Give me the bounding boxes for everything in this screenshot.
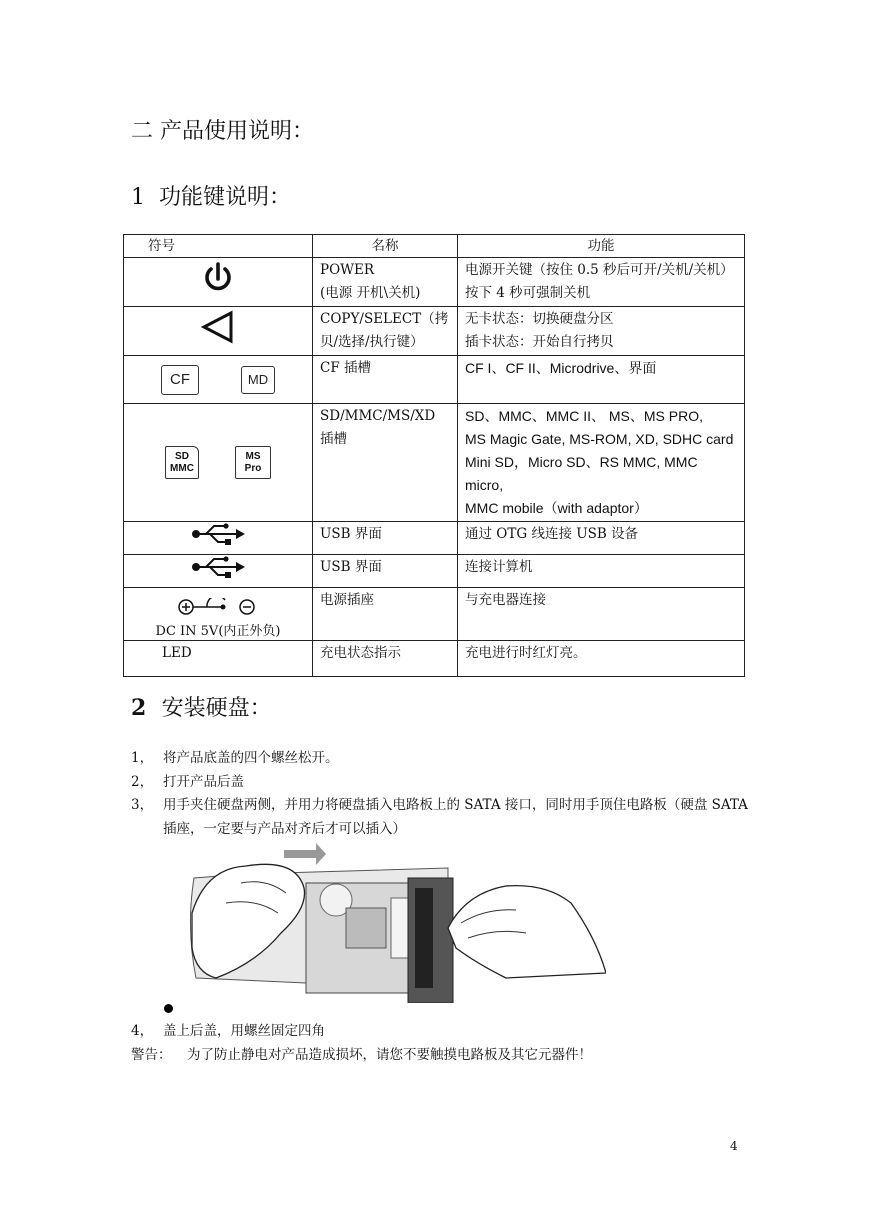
install-steps xyxy=(131,747,751,841)
bullet-dot xyxy=(164,1004,173,1013)
subheading-number: 1 xyxy=(131,185,145,210)
section-heading: 二 产品使用说明： xyxy=(131,119,314,144)
table-row xyxy=(124,555,745,588)
subheading-text: 安装硬盘： xyxy=(161,696,272,721)
table-row xyxy=(124,588,745,641)
function-cell: 与充电器连接 xyxy=(458,588,745,641)
cf-card-icon: CF xyxy=(161,365,199,395)
function-cell: 无卡状态：切换硬盘分区 插卡状态：开始自行拷贝 xyxy=(458,307,745,356)
dc-in-label: DC IN 5V(内正外负) xyxy=(155,624,281,639)
triangle-left-icon xyxy=(200,309,236,345)
push-arrow-icon xyxy=(284,843,326,865)
table-row xyxy=(124,258,745,307)
symbol-cell xyxy=(124,641,313,677)
name-cell: 电源插座 xyxy=(313,588,458,641)
list-item: 1， 将产品底盖的四个螺丝松开。 xyxy=(131,750,339,766)
name-cell: POWER (电源 开机\关机) xyxy=(313,258,458,307)
symbol-cell xyxy=(124,307,313,356)
name-cell: 充电状态指示 xyxy=(313,641,458,677)
name-cell: COPY/SELECT（拷 贝/选择/执行键） xyxy=(313,307,458,356)
symbol-cell xyxy=(124,522,313,555)
symbol-cell xyxy=(124,356,313,404)
header-name: 名称 xyxy=(313,235,458,258)
symbol-cell xyxy=(124,555,313,588)
table-row xyxy=(124,522,745,555)
header-symbol: 符号 xyxy=(124,235,313,258)
subheading-text: 功能键说明： xyxy=(159,185,292,210)
header-function: 功能 xyxy=(458,235,745,258)
function-key-table xyxy=(123,234,745,677)
function-cell: 电源开关键（按住 0.5 秒后可开/关机/关机） 按下 4 秒可强制关机 xyxy=(458,258,745,307)
function-cell: 通过 OTG 线连接 USB 设备 xyxy=(458,522,745,555)
table-row xyxy=(124,307,745,356)
name-cell: CF 插槽 xyxy=(313,356,458,404)
list-item: 3， 用手夹住硬盘两侧，并用力将硬盘插入电路板上的 SATA 接口，同时用手顶住电路板（硬盘 SATA 插座，一定要与产品对齐后才可以插入） xyxy=(131,797,748,837)
table-row xyxy=(124,404,745,522)
function-cell: 充电进行时红灯亮。 xyxy=(458,641,745,677)
sd-mmc-card-icon: SD MMC xyxy=(165,446,199,479)
list-item: 4， 盖上后盖，用螺丝固定四角 xyxy=(131,1023,325,1039)
name-cell: USB 界面 xyxy=(313,555,458,588)
function-cell: 连接计算机 xyxy=(458,555,745,588)
table-header-row xyxy=(124,235,745,258)
symbol-cell xyxy=(124,588,313,641)
led-label: LED xyxy=(162,645,192,661)
usb-icon xyxy=(190,522,246,546)
function-cell: CF I、CF II、Microdrive、界面 xyxy=(458,356,745,404)
subheading-number: 2 xyxy=(131,695,147,721)
warning-text: 警告： 为了防止静电对产品造成损坏，请您不要触摸电路板及其它元器件！ xyxy=(131,1047,592,1063)
table-row xyxy=(124,641,745,677)
list-item: 2， 打开产品后盖 xyxy=(131,773,244,790)
subheading-function-keys xyxy=(131,180,291,211)
usb-icon xyxy=(190,555,246,579)
table-row xyxy=(124,356,745,404)
name-cell: USB 界面 xyxy=(313,522,458,555)
name-cell: SD/MMC/MS/XD 插槽 xyxy=(313,404,458,522)
hdd-install-illustration xyxy=(186,838,606,1003)
function-cell: SD、MMC、MMC II、 MS、MS PRO, MS Magic Gate, MS-ROM, XD, SDHC card Mini SD，Micro SD、RS MMC, MMC micro, MMC mobile（with adaptor） xyxy=(458,404,745,522)
subheading-install-disk xyxy=(131,691,272,722)
page-number: 4 xyxy=(730,1139,738,1153)
symbol-cell xyxy=(124,258,313,307)
md-card-icon: MD xyxy=(241,366,275,394)
symbol-cell xyxy=(124,404,313,522)
power-icon xyxy=(201,260,235,296)
dc-in-icon xyxy=(177,598,259,616)
ms-pro-card-icon: MS Pro xyxy=(235,446,271,479)
